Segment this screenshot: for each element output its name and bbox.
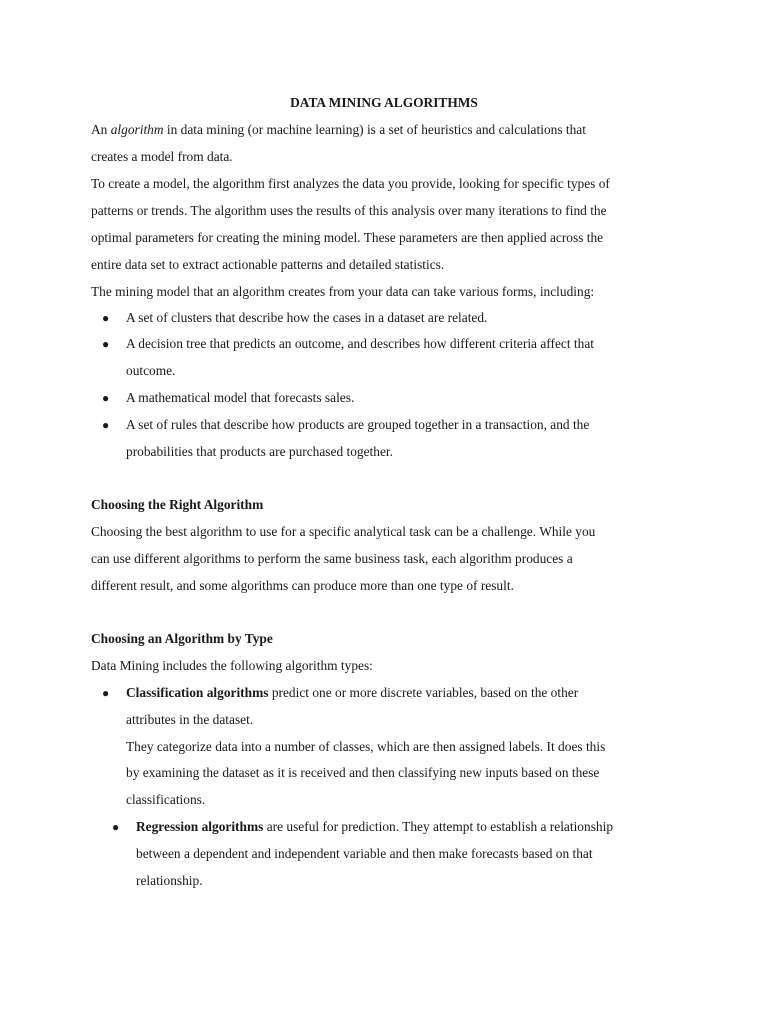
section-right-line-2: can use different algorithms to perform the same business task, each algorithm produces a: [91, 551, 573, 566]
intro-paragraph-2-line-3: optimal parameters for creating the mining model. These parameters are then applied across the: [91, 230, 604, 245]
classification-line-4: by examining the dataset as it is received and then classifying new inputs based on these: [126, 765, 600, 780]
classification-line-3: They categorize data into a number of classes, which are then assigned labels. It does this: [126, 739, 606, 754]
section-heading-algorithm-by-type: Choosing an Algorithm by Type: [91, 631, 273, 646]
regression-line-2: between a dependent and independent variable and then make forecasts based on that: [136, 846, 593, 861]
list-item: A mathematical model that forecasts sales.: [126, 390, 355, 405]
regression-line-3: relationship.: [136, 873, 203, 888]
classification-line-1: [126, 684, 578, 702]
bullet-icon: ●: [102, 418, 110, 432]
section-right-line-1: Choosing the best algorithm to use for a specific analytical task can be a challenge. While you: [91, 524, 596, 539]
regression-line-1: [136, 818, 613, 836]
intro-paragraph-1-line-2: creates a model from data.: [91, 149, 233, 164]
list-item: A set of clusters that describe how the cases in a dataset are related.: [126, 310, 488, 325]
section-type-intro: Data Mining includes the following algorithm types:: [91, 658, 373, 673]
classification-line-5: classifications.: [126, 792, 206, 807]
regression-text: are useful for prediction. They attempt to establish a relationship: [263, 819, 614, 834]
list-item: A decision tree that predicts an outcome, and describes how different criteria affect that: [126, 336, 594, 351]
bullet-icon: ●: [102, 311, 110, 325]
intro-paragraph-2-line-2: patterns or trends. The algorithm uses the results of this analysis over many iterations to find the: [91, 203, 607, 218]
document-title: DATA MINING ALGORITHMS: [290, 95, 478, 110]
intro-paragraph-2-line-1: To create a model, the algorithm first analyzes the data you provide, looking for specific types of: [91, 176, 610, 191]
intro-text: in data mining (or machine learning) is a set of heuristics and calculations that: [163, 122, 586, 137]
intro-text: An: [91, 122, 111, 137]
section-right-line-3: different result, and some algorithms can produce more than one type of result.: [91, 578, 514, 593]
bullet-icon: ●: [112, 820, 120, 834]
classification-line-2: attributes in the dataset.: [126, 712, 254, 727]
regression-term: Regression algorithms: [136, 819, 264, 834]
list-item: A set of rules that describe how products are grouped together in a transaction, and the: [126, 417, 590, 432]
list-item-continuation: probabilities that products are purchased together.: [126, 444, 393, 459]
classification-term: Classification algorithms: [126, 685, 269, 700]
bullet-icon: ●: [102, 686, 110, 700]
list-item-continuation: outcome.: [126, 363, 176, 378]
bullet-icon: ●: [102, 391, 110, 405]
algorithm-term: algorithm: [110, 122, 164, 137]
intro-paragraph-2-line-4: entire data set to extract actionable patterns and detailed statistics.: [91, 257, 445, 272]
bullet-icon: ●: [102, 337, 110, 351]
intro-paragraph-3: The mining model that an algorithm creates from your data can take various forms, including:: [91, 284, 595, 299]
section-heading-right-algorithm: Choosing the Right Algorithm: [91, 497, 264, 512]
intro-paragraph-1-line-1: [91, 121, 586, 139]
classification-text: predict one or more discrete variables, based on the other: [268, 685, 579, 700]
